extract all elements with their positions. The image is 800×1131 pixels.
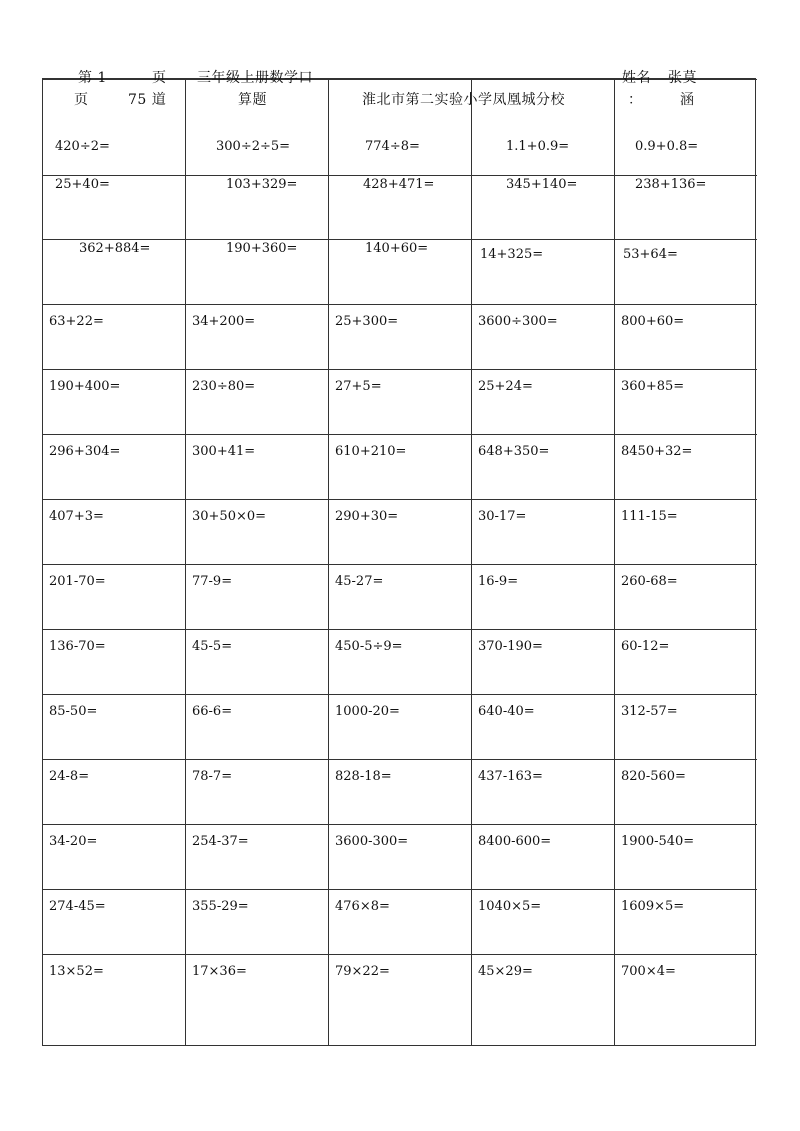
problem-cell: 407+3= (49, 509, 104, 524)
title-line1: 三年级上册数学口 (197, 70, 313, 86)
problem-cell: 34+200= (192, 314, 256, 329)
column-divider (185, 79, 186, 1045)
problem-cell: 13×52= (49, 964, 104, 979)
problem-cell: 296+304= (49, 444, 121, 459)
problem-cell: 45×29= (478, 964, 533, 979)
problem-cell: 8400-600= (478, 834, 552, 849)
problem-cell: 16-9= (478, 574, 519, 589)
problem-cell: 190+400= (49, 379, 121, 394)
column-divider (328, 79, 329, 1045)
problem-grid (42, 78, 756, 1046)
problem-cell: 25+40= (55, 177, 110, 192)
column-divider (614, 79, 615, 1045)
problem-cell: 136-70= (49, 639, 106, 654)
problem-cell: 201-70= (49, 574, 106, 589)
page-word: 页 (152, 70, 167, 86)
problem-cell: 63+22= (49, 314, 104, 329)
problem-cell: 34-20= (49, 834, 98, 849)
problem-cell: 25+300= (335, 314, 399, 329)
name-colon: ： (628, 92, 643, 108)
problem-cell: 312-57= (621, 704, 678, 719)
problem-row (43, 889, 757, 890)
problem-cell: 828-18= (335, 769, 392, 784)
problem-count: 75 道 (128, 92, 167, 108)
problem-cell: 190+360= (226, 241, 298, 256)
problem-cell: 420÷2= (55, 139, 110, 154)
problem-cell: 238+136= (635, 177, 707, 192)
problem-cell: 428+471= (363, 177, 435, 192)
problem-cell: 25+24= (478, 379, 533, 394)
problem-row (43, 629, 757, 630)
page-prefix: 第 1 (78, 70, 107, 86)
page-line2: 页 (74, 92, 89, 108)
problem-cell: 3600-300= (335, 834, 409, 849)
problem-row (43, 499, 757, 500)
worksheet (42, 70, 756, 1046)
problem-row (43, 564, 757, 565)
school-name: 淮北市第二实验小学凤凰城分校 (362, 92, 565, 108)
problem-cell: 370-190= (478, 639, 543, 654)
problem-cell: 1.1+0.9= (506, 139, 570, 154)
problem-cell: 355-29= (192, 899, 249, 914)
problem-row (43, 954, 757, 955)
problem-cell: 1609×5= (621, 899, 685, 914)
problem-cell: 77-9= (192, 574, 233, 589)
problem-cell: 700×4= (621, 964, 676, 979)
problem-cell: 254-37= (192, 834, 249, 849)
problem-cell: 300÷2÷5= (216, 139, 291, 154)
problem-cell: 300+41= (192, 444, 256, 459)
problem-row (43, 824, 757, 825)
problem-cell: 53+64= (623, 247, 678, 262)
student-name-part1: 张莫 (668, 70, 697, 86)
problem-cell: 437-163= (478, 769, 543, 784)
problem-cell: 66-6= (192, 704, 233, 719)
problem-cell: 476×8= (335, 899, 390, 914)
problem-cell: 290+30= (335, 509, 399, 524)
name-label: 姓名 (622, 70, 651, 86)
problem-cell: 45-5= (192, 639, 233, 654)
column-divider (471, 79, 472, 1045)
problem-cell: 1040×5= (478, 899, 542, 914)
problem-cell: 450-5÷9= (335, 639, 403, 654)
problem-cell: 8450+32= (621, 444, 693, 459)
problem-cell: 1900-540= (621, 834, 695, 849)
problem-cell: 30+50×0= (192, 509, 267, 524)
problem-cell: 274-45= (49, 899, 106, 914)
problem-cell: 0.9+0.8= (635, 139, 699, 154)
problem-cell: 360+85= (621, 379, 685, 394)
problem-cell: 820-560= (621, 769, 686, 784)
problem-cell: 648+350= (478, 444, 550, 459)
problem-row (43, 175, 757, 176)
problem-cell: 79×22= (335, 964, 390, 979)
problem-cell: 610+210= (335, 444, 407, 459)
problem-cell: 103+329= (226, 177, 298, 192)
student-name-part2: 涵 (680, 92, 695, 108)
problem-row (43, 759, 757, 760)
problem-cell: 1000-20= (335, 704, 400, 719)
problem-row (43, 434, 757, 435)
problem-row (43, 304, 757, 305)
problem-cell: 30-17= (478, 509, 527, 524)
problem-cell: 230÷80= (192, 379, 256, 394)
problem-cell: 111-15= (621, 509, 678, 524)
problem-cell: 140+60= (365, 241, 429, 256)
problem-cell: 362+884= (79, 241, 151, 256)
title-line2: 算题 (238, 92, 267, 108)
worksheet-header (42, 68, 756, 130)
problem-cell: 78-7= (192, 769, 233, 784)
problem-cell: 27+5= (335, 379, 382, 394)
problem-cell: 774÷8= (365, 139, 420, 154)
problem-cell: 640-40= (478, 704, 535, 719)
problem-cell: 60-12= (621, 639, 670, 654)
problem-cell: 24-8= (49, 769, 90, 784)
problem-cell: 800+60= (621, 314, 685, 329)
problem-cell: 17×36= (192, 964, 247, 979)
problem-cell: 14+325= (480, 247, 544, 262)
problem-cell: 260-68= (621, 574, 678, 589)
problem-row (43, 239, 757, 240)
problem-cell: 345+140= (506, 177, 578, 192)
problem-row (43, 694, 757, 695)
problem-cell: 45-27= (335, 574, 384, 589)
problem-cell: 85-50= (49, 704, 98, 719)
problem-row (43, 369, 757, 370)
problem-cell: 3600÷300= (478, 314, 558, 329)
